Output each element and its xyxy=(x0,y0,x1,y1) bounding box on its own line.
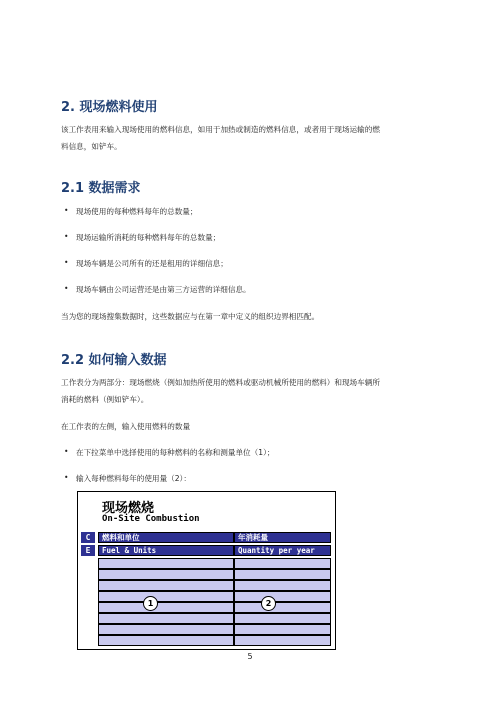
fuel-select-cell[interactable] xyxy=(98,613,234,624)
callout-marker-2: 2 xyxy=(261,596,276,611)
table-header-row-cn xyxy=(98,532,331,543)
quantity-input-cell[interactable] xyxy=(234,591,331,602)
section-2-2-para xyxy=(61,374,456,408)
header-quantity-cn: 年消耗量 xyxy=(234,532,331,543)
figure-title-cn: 现场燃烧 xyxy=(102,501,155,516)
quantity-input-cell[interactable] xyxy=(234,558,331,569)
table-row xyxy=(98,635,331,646)
section-2-2-title: 2.2 如何输入数据 xyxy=(61,353,167,368)
header-fuel-units-en: Fuel & Units xyxy=(98,545,234,556)
table-row xyxy=(98,624,331,635)
header-fuel-units-cn: 燃料和单位 xyxy=(98,532,234,543)
list-item: • 现场车辆是公司所有的还是租用的详细信息； xyxy=(64,258,228,269)
fuel-select-cell[interactable] xyxy=(98,635,234,646)
side-label-e: E xyxy=(81,545,95,556)
quantity-input-cell[interactable] xyxy=(234,580,331,591)
fuel-select-cell[interactable] xyxy=(98,602,234,613)
list-item: • 在下拉菜单中选择使用的每种燃料的名称和测量单位（1）； xyxy=(64,447,274,458)
fuel-select-cell[interactable] xyxy=(98,558,234,569)
section-2-1-title: 2.1 数据需求 xyxy=(61,181,141,196)
table-row xyxy=(98,569,331,580)
list-item: • 现场运输所消耗的每种燃料每年的总数量； xyxy=(64,232,220,243)
onsite-combustion-figure xyxy=(77,491,336,650)
section-2-1-note: 当为您的现场搜集数据时，这些数据应与在第一章中定义的组织边界相匹配。 xyxy=(61,312,320,321)
fuel-select-cell[interactable] xyxy=(98,624,234,635)
list-item: • 现场使用的每种燃料每年的总数量； xyxy=(64,206,198,217)
table-row xyxy=(98,602,331,613)
list-item: • 现场车辆由公司运营还是由第三方运营的详细信息。 xyxy=(64,284,251,295)
list-item: • 输入每种燃料每年的使用量（2）： xyxy=(64,473,191,484)
section-2-title: 2. 现场燃料使用 xyxy=(61,100,158,115)
section-2-2-para-2: 在工作表的左侧，输入使用燃料的数量 xyxy=(61,422,191,431)
quantity-input-cell[interactable] xyxy=(234,624,331,635)
intro-line-1: 该工作表用来输入现场使用的燃料信息，如用于加热或制造的燃料信息，或者用于现场运输的燃 xyxy=(61,125,380,134)
quantity-input-cell[interactable] xyxy=(234,569,331,580)
intro-line-2: 料信息，如铲车。 xyxy=(61,142,122,151)
fuel-select-cell[interactable] xyxy=(98,591,234,602)
side-label-c: C xyxy=(81,532,95,543)
page-number: 5 xyxy=(247,652,253,661)
table-row xyxy=(98,558,331,569)
table-header-row-en xyxy=(98,545,331,556)
quantity-input-cell[interactable] xyxy=(234,602,331,613)
table-row xyxy=(98,591,331,602)
callout-marker-1: 1 xyxy=(143,596,158,611)
figure-title-en: On-Site Combustion xyxy=(102,514,200,524)
quantity-input-cell[interactable] xyxy=(234,613,331,624)
header-quantity-en: Quantity per year xyxy=(234,545,331,556)
fuel-select-cell[interactable] xyxy=(98,569,234,580)
fuel-select-cell[interactable] xyxy=(98,580,234,591)
table-row xyxy=(98,580,331,591)
para-line-2: 消耗的燃料（例如铲车）。 xyxy=(61,395,149,404)
quantity-input-cell[interactable] xyxy=(234,635,331,646)
para-line-1: 工作表分为两部分：现场燃烧（例如加热所使用的燃料或驱动机械所使用的燃料）和现场车辆所 xyxy=(61,378,380,387)
section-2-intro xyxy=(61,121,456,155)
table-row xyxy=(98,613,331,624)
